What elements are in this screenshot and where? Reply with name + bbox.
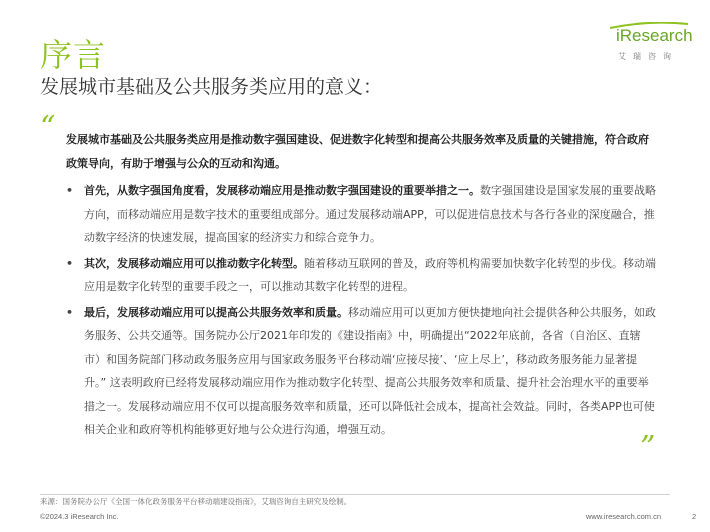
bullet-text: 数字强国建设是国家发展的重要战略方向，而移动端应用是数字技术的重要组成部分。通过发展移动端APP，可以促进信息技术与各行各业的深度融合，推动数字经济的快速发展，提高国家的经济实力和综合竞争力。 — [84, 184, 656, 244]
bullet-heading: 首先，从数字强国角度看，发展移动端应用是推动数字强国建设的重要举措之一。 — [84, 184, 480, 197]
logo-wordmark: iResearch — [616, 26, 693, 45]
page-title: 序言 — [40, 36, 107, 74]
source-note: 来源：国务院办公厅《全国一体化政务服务平台移动端建设指南》，艾瑞咨询自主研究及绘制。 — [40, 497, 352, 506]
bullet-item — [66, 179, 656, 250]
bullet-dot: • — [66, 184, 74, 197]
page-subtitle: 发展城市基础及公共服务类应用的意义： — [40, 76, 383, 98]
iresearch-logo — [608, 26, 693, 66]
bullet-heading: 其次，发展移动端应用可以推动数字化转型。 — [84, 256, 304, 270]
logo-chinese-name: 艾瑞咨询 — [618, 52, 678, 61]
page-number: 2 — [692, 512, 697, 521]
footer-divider — [40, 494, 670, 495]
bullet-item — [66, 252, 656, 299]
bullet-heading: 最后，发展移动端应用可以提高公共服务效率和质量。 — [84, 305, 348, 319]
bullet-text: 移动端应用可以更加方便快捷地向社会提供各种公共服务，如政务服务、公共交通等。国务院办公厅2021年印发的《建设指南》中，明确提出“2022年底前，各省（自治区、直辖市）和国务院部门移动政务服务应用与国家政务服务平台移动端‘应接尽接’、‘应上尽上’，移动政务服务能力显著提升。” 这表明政府已经将发展移动端应用作为推动数字化转型、提高公共服务效率和质量、提升社会治理水平的重要举措之一。发展移动端应用不仅可以提高服务效率和质量，还可以降低社会成本，提高社会效益。同时，各类APP也可使相关企业和政府等机构能够更好地与公众进行沟通，增强互动。 — [84, 305, 656, 436]
bullet-dot: • — [66, 305, 74, 319]
website-link[interactable]: www.iresearch.com.cn — [586, 512, 662, 521]
bullet-dot: • — [66, 256, 74, 270]
bullet-item — [66, 301, 656, 442]
close-quote-mark: ” — [640, 430, 656, 465]
open-quote-mark: “ — [40, 110, 56, 145]
intro-paragraph: 发展城市基础及公共服务类应用是推动数字强国建设、促进数字化转型和提高公共服务效率及质量的关键措施，符合政府政策导向，有助于增强与公众的互动和沟通。 — [66, 133, 649, 170]
preface-body — [66, 128, 656, 444]
copyright: ©2024.3 iResearch Inc. — [40, 512, 119, 521]
bullet-text: 随着移动互联网的普及，政府等机构需要加快数字化转型的步伐。移动端应用是数字化转型的重要手段之一，可以推动其数字化转型的进程。 — [84, 256, 656, 293]
